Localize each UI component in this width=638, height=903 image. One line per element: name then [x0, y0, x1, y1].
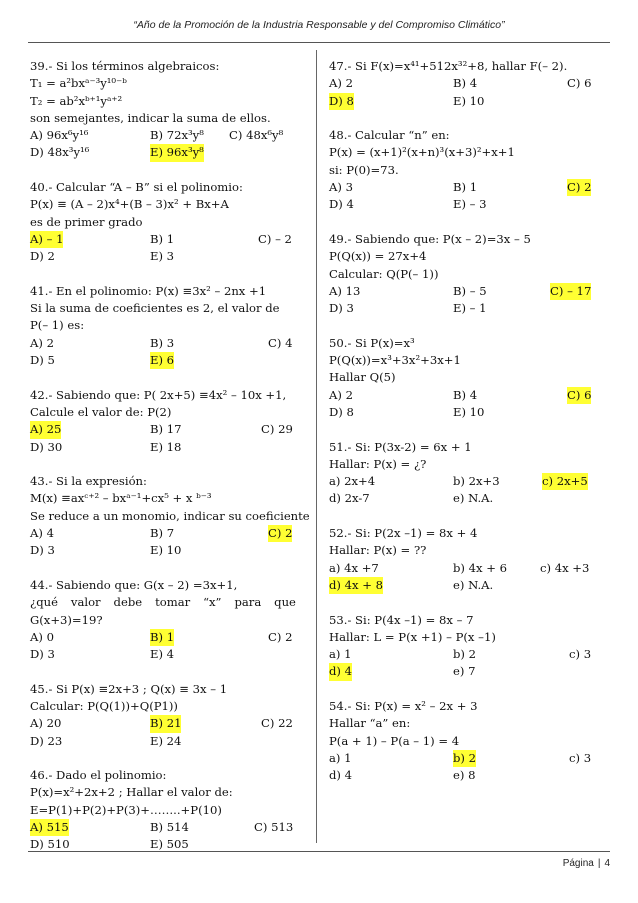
answer-option: e) N.A.: [453, 577, 494, 592]
answer-option: A) 96x⁶y¹⁶: [30, 128, 89, 143]
answer-option: B) 17: [150, 422, 182, 437]
answer-option: B) 4: [453, 387, 478, 402]
spacer: [30, 560, 296, 577]
answer-option-highlighted: A) – 1: [30, 231, 63, 248]
text-line: P(x) ≡ (A – 2)x⁴+(B – 3)x² + Bx+A: [30, 197, 229, 212]
footer-separator: |: [597, 858, 601, 869]
text-line: 52.- Si: P(2x –1) = 8x + 4: [329, 526, 478, 541]
answer-option: E) 18: [150, 439, 182, 454]
text-line: 49.- Sabiendo que: P(x – 2)=3x – 5: [329, 231, 531, 246]
text-line: son semejantes, indicar la suma de ellos.: [30, 110, 271, 125]
answer-option: D) 5: [30, 353, 55, 368]
spacer: [30, 750, 296, 767]
column-divider: [316, 50, 317, 843]
answer-option: b) 2: [453, 647, 477, 662]
answer-option: E) 10: [150, 543, 182, 558]
answer-options-row: [329, 646, 591, 663]
text-line: 45.- Si P(x) ≡2x+3 ; Q(x) ≡ 3x – 1: [30, 681, 228, 696]
answer-options-row: [329, 75, 591, 92]
answer-option-highlighted: d) 4: [329, 663, 352, 680]
answer-option: D) 30: [30, 439, 63, 454]
answer-options-row: [30, 352, 296, 369]
answer-option-highlighted: B) 21: [150, 715, 181, 732]
answer-option: E) 4: [150, 647, 175, 662]
spacer: [30, 266, 296, 283]
spacer: [30, 162, 296, 179]
answer-option: D) 3: [30, 543, 55, 558]
answer-option-highlighted: E) 6: [150, 352, 174, 369]
answer-option: B) 4: [453, 76, 478, 91]
answer-options-row: [329, 300, 591, 317]
answer-option: B) 72x³y⁸: [150, 128, 204, 143]
answer-option-highlighted: C) 2: [567, 179, 591, 196]
answer-options-row: [329, 750, 591, 767]
spacer: [30, 663, 296, 680]
answer-option: E) 10: [453, 93, 485, 108]
answer-option: A) 2: [329, 76, 353, 91]
answer-option: D) 510: [30, 837, 70, 852]
answer-options-row: [30, 144, 296, 161]
justified-line: [30, 594, 296, 611]
answer-options-row: [30, 819, 296, 836]
answer-option: D) 3: [30, 647, 55, 662]
text-line: es de primer grado: [30, 214, 143, 229]
spacer: [329, 317, 591, 334]
text-line: E=P(1)+P(2)+P(3)+……..+P(10): [30, 802, 222, 817]
text-line: 54.- Si: P(x) = x² – 2x + 3: [329, 698, 478, 713]
text-line: M(x) ≡axᶜ⁺² – bxᵃ⁻¹+cx⁵ + x ᵇ⁻³: [30, 491, 212, 506]
answer-options-row: [329, 663, 591, 680]
answer-option: b) 2x+3: [453, 474, 500, 489]
answer-option-highlighted: d) 4x + 8: [329, 577, 383, 594]
answer-option: C) 513: [254, 820, 294, 835]
text-line: P(x)=x²+2x+2 ; Hallar el valor de:: [30, 785, 233, 800]
text-line: P(a + 1) – P(a – 1) = 4: [329, 733, 460, 748]
answer-option-highlighted: C) 2: [268, 525, 292, 542]
answer-option: C) 2: [268, 629, 293, 644]
text-line: 44.- Sabiendo que: G(x – 2) =3x+1,: [30, 577, 238, 592]
word: tomar: [155, 595, 191, 610]
answer-option: A) 0: [30, 629, 54, 644]
answer-option: A) 13: [329, 283, 361, 298]
answer-option-highlighted: C) 6: [567, 387, 591, 404]
text-line: Calcule el valor de: P(2): [30, 404, 172, 419]
text-line: T₁ = a²bxᵃ⁻³y¹⁰⁻ᵇ: [30, 76, 127, 91]
text-line: 47.- Si F(x)=x⁴¹+512x³²+8, hallar F(– 2).: [329, 59, 568, 73]
spacer: [30, 369, 296, 386]
right-column: [329, 58, 591, 784]
text-line: Calcular: P(Q(1))+Q(P1)): [30, 698, 178, 713]
answer-options-row: [329, 196, 591, 213]
text-line: 41.- En el polinomio: P(x) ≡3x² – 2nx +1: [30, 283, 267, 298]
answer-option: e) N.A.: [453, 491, 494, 506]
answer-option: E) 24: [150, 733, 182, 748]
answer-option-highlighted: C) – 17: [550, 283, 591, 300]
answer-option: A) 2: [329, 387, 353, 402]
answer-option: B) – 5: [453, 283, 487, 298]
spacer: [329, 110, 591, 127]
spacer: [329, 681, 591, 698]
answer-options-row: [30, 127, 296, 144]
text-line: P(x) = (x+1)²(x+n)³(x+3)²+x+1: [329, 145, 515, 160]
answer-options-row: [329, 767, 591, 784]
answer-option: B) 1: [150, 231, 175, 246]
answer-option-highlighted: A) 515: [30, 819, 69, 836]
answer-option: B) 514: [150, 820, 189, 835]
text-line: G(x+3)=19?: [30, 612, 103, 627]
text-line: 48.- Calcular “n” en:: [329, 128, 450, 143]
text-line: Hallar “a” en:: [329, 716, 411, 731]
answer-option: c) 4x +3: [540, 560, 590, 575]
answer-option: E) – 3: [453, 197, 487, 212]
text-line: Hallar: P(x) = ¿?: [329, 456, 427, 471]
answer-option: c) 3: [569, 647, 592, 662]
text-line: Se reduce a un monomio, indicar su coeficiente: [30, 508, 310, 523]
spacer: [329, 421, 591, 438]
answer-options-row: [30, 335, 296, 352]
answer-options-row: [30, 248, 296, 265]
answer-options-row: [329, 179, 591, 196]
page-header: “Año de la Promoción de la Industria Responsable y del Compromiso Climático”: [133, 19, 505, 31]
footer-rule: [28, 851, 610, 852]
answer-option: b) 4x + 6: [453, 560, 508, 575]
text-line: T₂ = ab²xᵇ⁺¹yᵃ⁺²: [30, 93, 123, 108]
answer-option-highlighted: E) 96x³y⁸: [150, 144, 204, 161]
text-line: 40.- Calcular “A – B” si el polinomio:: [30, 180, 243, 195]
answer-option: a) 4x +7: [329, 560, 379, 575]
answer-options-row: [30, 629, 296, 646]
answer-options-row: [30, 542, 296, 559]
page-footer: [563, 858, 610, 869]
word: para: [234, 595, 262, 610]
answer-options-row: [30, 715, 296, 732]
answer-option: E) 10: [453, 404, 485, 419]
answer-options-row: [329, 490, 591, 507]
text-line: Hallar: L = P(x +1) – P(x –1): [329, 629, 496, 644]
text-line: 42.- Sabiendo que: P( 2x+5) ≡4x² – 10x +1,: [30, 387, 287, 402]
text-line: 50.- Si P(x)=x³: [329, 335, 415, 350]
answer-option: C) 6: [567, 76, 592, 91]
answer-option: E) 505: [150, 837, 189, 852]
answer-option: A) 3: [329, 180, 353, 195]
text-line: Hallar: P(x) = ??: [329, 543, 427, 558]
answer-option: A) 2: [30, 335, 54, 350]
answer-options-row: [329, 560, 591, 577]
answer-options-row: [329, 577, 591, 594]
text-line: si: P(0)=73.: [329, 162, 399, 177]
footer-label: Página: [562, 858, 594, 869]
answer-option: C) – 2: [258, 231, 292, 246]
answer-options-row: [329, 93, 591, 110]
answer-option-highlighted: c) 2x+5: [542, 473, 588, 490]
answer-option: C) 4: [268, 335, 293, 350]
text-line: Calcular: Q(P(– 1)): [329, 266, 439, 281]
answer-option: A) 20: [30, 716, 62, 731]
answer-option: B) 3: [150, 335, 175, 350]
answer-option-highlighted: A) 25: [30, 421, 61, 438]
answer-options-row: [30, 733, 296, 750]
answer-option: D) 3: [329, 301, 354, 316]
left-column: [30, 58, 310, 854]
text-line: Hallar Q(5): [329, 370, 396, 385]
spacer: [329, 508, 591, 525]
answer-option: C) 48x⁶y⁸: [229, 128, 284, 143]
spacer: [329, 594, 591, 611]
text-line: 46.- Dado el polinomio:: [30, 768, 167, 783]
word: ¿qué: [30, 595, 58, 610]
spacer: [30, 456, 296, 473]
answer-option: a) 1: [329, 750, 352, 765]
word: valor: [70, 595, 101, 610]
answer-option: C) 29: [261, 422, 293, 437]
answer-option: e) 7: [453, 664, 476, 679]
answer-option: D) 2: [30, 249, 55, 264]
answer-option: B) 1: [453, 180, 478, 195]
answer-option: c) 3: [569, 750, 592, 765]
page-number: 4: [604, 858, 610, 869]
answer-option: a) 2x+4: [329, 474, 376, 489]
answer-options-row: [30, 525, 296, 542]
text-line: P(Q(x)) = 27x+4: [329, 249, 427, 264]
answer-options-row: [30, 421, 296, 438]
answer-option-highlighted: D) 8: [329, 93, 354, 110]
word: debe: [113, 595, 143, 610]
answer-options-row: [30, 231, 296, 248]
word: que: [274, 595, 296, 610]
spacer: [329, 214, 591, 231]
answer-options-row: [30, 646, 296, 663]
text-line: 43.- Si la expresión:: [30, 474, 147, 489]
answer-option: D) 4: [329, 197, 354, 212]
answer-options-row: [329, 283, 591, 300]
answer-option: d) 4: [329, 768, 353, 783]
answer-option: e) 8: [453, 768, 476, 783]
word: “x”: [203, 595, 222, 610]
text-line: Si la suma de coeficientes es 2, el valor de: [30, 301, 280, 316]
answer-option: E) – 1: [453, 301, 487, 316]
answer-option: D) 8: [329, 404, 354, 419]
answer-option: D) 23: [30, 733, 63, 748]
answer-option: B) 7: [150, 526, 175, 541]
answer-option: D) 48x³y¹⁶: [30, 145, 90, 160]
answer-options-row: [329, 387, 591, 404]
text-line: 51.- Si: P(3x-2) = 6x + 1: [329, 439, 472, 454]
answer-option: C) 22: [261, 716, 293, 731]
answer-option: a) 1: [329, 647, 352, 662]
answer-option: E) 3: [150, 249, 175, 264]
answer-option-highlighted: b) 2: [453, 750, 476, 767]
text-line: 39.- Si los términos algebraicos:: [30, 59, 220, 73]
answer-options-row: [329, 473, 591, 490]
answer-option-highlighted: B) 1: [150, 629, 174, 646]
text-line: 53.- Si: P(4x –1) = 8x – 7: [329, 612, 474, 627]
answer-options-row: [30, 439, 296, 456]
text-line: P(Q(x))=x³+3x²+3x+1: [329, 353, 461, 368]
answer-option: d) 2x-7: [329, 491, 370, 506]
text-line: P(– 1) es:: [30, 318, 85, 333]
header-rule: [28, 42, 610, 43]
answer-options-row: [329, 404, 591, 421]
answer-option: A) 4: [30, 526, 54, 541]
